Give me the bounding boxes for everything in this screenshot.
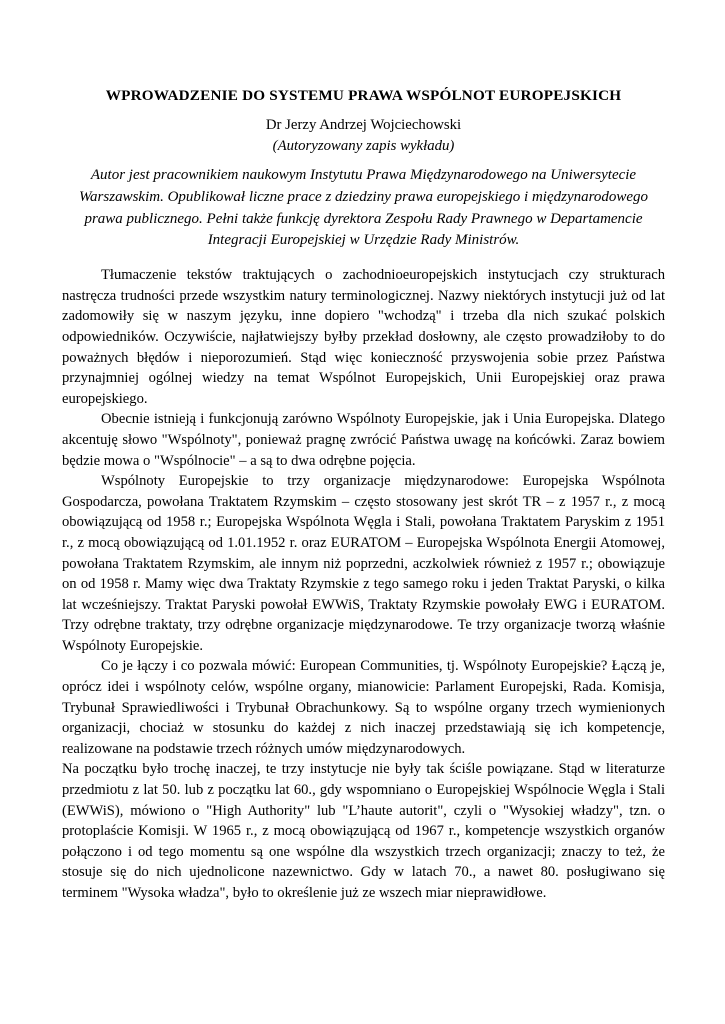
body-paragraph-3: Wspólnoty Europejskie to trzy organizacje międzynarodowe: Europejska Wspólnota Gospodarcza, powołana Traktatem Rzymskim – często stosowany jest skrót TR – z 1957 r., z mocą obowiązującą od 1958 r.; Europejska Wspólnota Węgla i Stali, powołana Traktatem Paryskim z 1951 r., z mocą obowiązującą od 1.01.1952 r. oraz EURATOM – Europejska Wspólnota Energii Atomowej, powołana Traktatem Rzymskim, ale innym niż poprzedni, aczkolwiek również z 1957 r.; obowiązuje on od 1958 r. Mamy więc dwa Traktaty Rzymskie z tego samego roku i jeden Traktat Paryski, o kilka lat wcześniejszy. Traktat Paryski powołał EWWiS, Traktaty Rzymskie powołały EWG i EURATOM. Trzy odrębne traktaty, trzy odrębne organizacje międzynarodowe. Te trzy organizacje tworzą właśnie Wspólnoty Europejskie. bbox=[62, 473, 665, 654]
body-paragraph-1: Tłumaczenie tekstów traktujących o zachodnioeuropejskich instytucjach czy strukturach nastręcza trudności przede wszystkim natury terminologicznej. Nazwy niektórych instytucji już od lat zadomowiły się w naszym języku, inne dopiero "wchodzą" i trzeba dla nich szukać polskich odpowiedników. Oczywiście, najłatwiejszy byłby przekład dosłowny, ale często prowadziłoby to do poważnych błędów i nieporozumień. Stąd więc konieczność przyswojenia sobie przez Państwa przynajmniej ogólnej wiedzy na temat Wspólnot Europejskich, Unii Europejskiej oraz prawa europejskiego. bbox=[62, 267, 665, 407]
body-paragraph-4: Co je łączy i co pozwala mówić: European Communities, tj. Wspólnoty Europejskie? Łączą je, oprócz idei i wspólnoty celów, wspólne organy, mianowicie: Parlament Europejski, Rada. Komisja, Trybunał Sprawiedliwości i Trybunał Obrachunkowy. Są to wspólne organy trzech wymienionych organizacji, chociaż w stosunku do każdej z nich inaczej przedstawiają się ich kompetencje, realizowane na podstawie trzech różnych umów międzynarodowych. bbox=[62, 658, 665, 757]
subtitle-line: (Autoryzowany zapis wykładu) bbox=[272, 138, 455, 154]
page-title: WPROWADZENIE DO SYSTEMU PRAWA WSPÓLNOT EUROPEJSKICH bbox=[105, 87, 622, 104]
author-line: Dr Jerzy Andrzej Wojciechowski bbox=[265, 117, 462, 133]
body-paragraph-2: Obecnie istnieją i funkcjonują zarówno Wspólnoty Europejskie, jak i Unia Europejska. Dlatego akcentuję słowo "Wspólnoty", ponieważ pragnę zwrócić Państwa uwagę na końcówki. Zaraz bowiem będzie mowa o "Wspólnocie" – a są to dwa odrębne pojęcia. bbox=[62, 411, 665, 469]
document-body bbox=[62, 265, 665, 903]
body-paragraph-5: Na początku było trochę inaczej, te trzy instytucje nie były tak ściśle powiązane. Stąd w literaturze przedmiotu z lat 50. lub z początku lat 60., gdy wspomniano o Europejskiej Wspólnocie Węgla i Stali (EWWiS), mówiono o "High Authority" lub "L’haute autorit", czyli o "Wysokiej władzy", tzn. o protoplaście Komisji. W 1965 r., z mocą obowiązującą od 1967 r., kompetencje wszystkich organów połączono i od tego momentu są one wspólne dla wszystkich trzech organizacji; znaczy to też, że stosuje się do nich ujednolicone nazewnictwo. Gdy w latach 70., a nawet 80. posługiwano się terminem "Wysoka władza", było to określenie już ze wszech miar nieprawidłowe. bbox=[62, 761, 665, 901]
author-bio: Autor jest pracownikiem naukowym Instytutu Prawa Międzynarodowego na Uniwersytecie Warszawskim. Opublikował liczne prace z dziedziny prawa europejskiego i międzynarodowego prawa publicznego. Pełni także funkcję dyrektora Zespołu Rady Prawnego w Departamencie Integracji Europejskiej w Urzędzie Rady Ministrów. bbox=[78, 167, 649, 249]
